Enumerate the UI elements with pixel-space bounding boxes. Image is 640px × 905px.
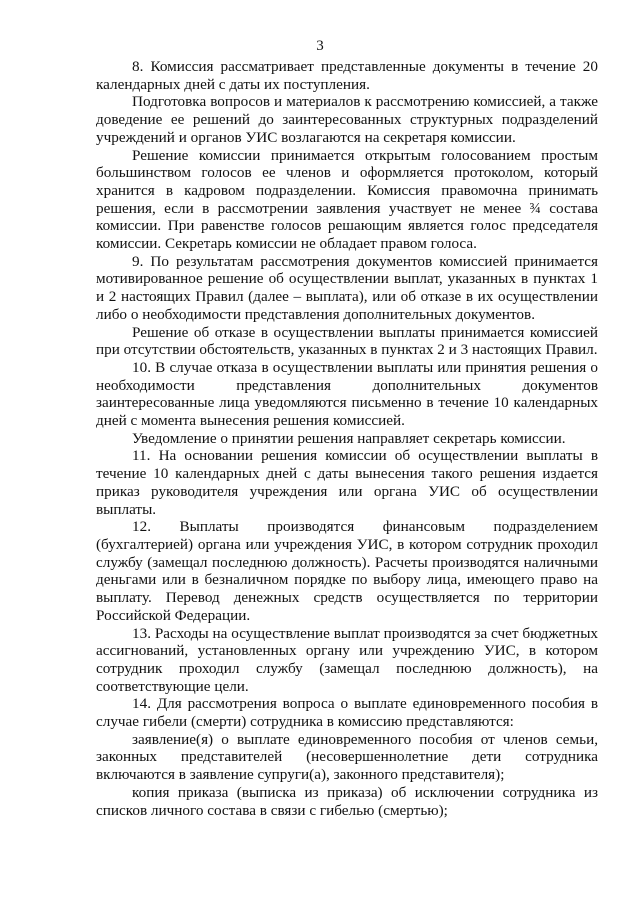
paragraph-14-application: заявление(я) о выплате единовременного пособия от членов семьи, законных представителей (несовершеннолетние дети сотрудника включаются в заявление супруги(а), законного представителя); [96,730,598,784]
paragraph-8-decision: Решение комиссии принимается открытым голосованием простым большинством голосов ее членов и оформляется протоколом, который хранится в кадровом подразделении. Комиссия правомочна принимать решения, если в рассмотрении заявления участвует не менее ¾ состава комиссии. При равенстве голосов решающим является голос председателя комиссии. Секретарь комиссии не обладает правом голоса. [96,146,598,253]
document-body [96,58,598,819]
paragraph-8: 8. Комиссия рассматривает представленные документы в течение 20 календарных дней с даты их поступления. [96,58,598,93]
paragraph-9-refusal: Решение об отказе в осуществлении выплаты принимается комиссией при отсутствии обстоятельств, указанных в пунктах 2 и 3 настоящих Правил. [96,323,598,359]
paragraph-11: 11. На основании решения комиссии об осуществлении выплаты в течение 10 календарных дней с даты вынесения такого решения издается приказ руководителя учреждения или органа УИС об осуществлении выплаты. [96,447,598,518]
page-number: 3 [316,38,324,54]
paragraph-13: 13. Расходы на осуществление выплат производятся за счет бюджетных ассигнований, установленных органу или учреждению УИС, в котором сотрудник проходил службу (замещал последнюю должность), на соответствующие цели. [96,624,598,695]
paragraph-10: 10. В случае отказа в осуществлении выплаты или принятия решения о необходимости представления дополнительных документов заинтересованные лица уведомляются письменно в течение 10 календарных дней с момента вынесения решения комиссией. [96,358,598,430]
paragraph-10-notification: Уведомление о принятии решения направляет секретарь комиссии. [132,429,566,447]
paragraph-14: 14. Для рассмотрения вопроса о выплате единовременного пособия в случае гибели (смерти) сотрудника в комиссию представляются: [96,695,598,731]
paragraph-14-order-copy: копия приказа (выписка из приказа) об исключении сотрудника из списков личного состава в связи с гибелью (смертью); [96,783,598,819]
paragraph-12: 12. Выплаты производятся финансовым подразделением (бухгалтерией) органа или учреждения УИС, в котором сотрудник проходил службу (замещал последнюю должность). Расчеты производятся наличными деньгами или в безналичном порядке по выбору лица, имеющего право на выплату. Перевод денежных средств осуществляется по территории Российской Федерации. [96,518,598,624]
paragraph-9: 9. По результатам рассмотрения документов комиссией принимается мотивированное решение об осуществлении выплат, указанных в пунктах 1 и 2 настоящих Правил (далее – выплата), или об отказе в их осуществлении либо о необходимости представления дополнительных документов. [96,252,598,323]
paragraph-8-preparation: Подготовка вопросов и материалов к рассмотрению комиссией, а также доведение ее решений до заинтересованных структурных подразделений учреждений и органов УИС возлагаются на секретаря комиссии. [96,93,598,146]
